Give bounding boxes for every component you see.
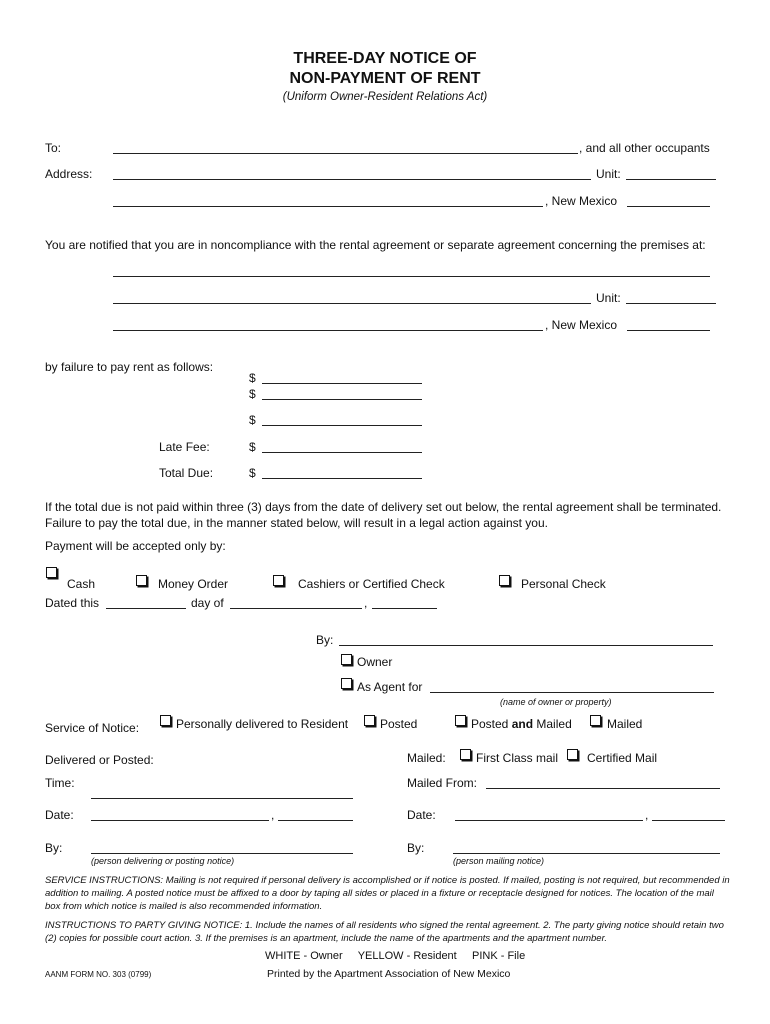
mailed-date-label: Date: xyxy=(407,808,436,822)
total-due-currency: $ xyxy=(249,466,256,480)
rent-currency-2: $ xyxy=(249,387,256,401)
payment-money-order-label: Money Order xyxy=(158,577,229,591)
signer-agent-for-field[interactable] xyxy=(430,692,714,693)
delivered-year-field[interactable] xyxy=(278,820,353,821)
payment-personal-check-checkbox[interactable] xyxy=(499,574,513,588)
payment-cashiers-check-label: Cashiers or Certified Check xyxy=(298,577,445,591)
delivered-by-note: (person delivering or posting notice) xyxy=(91,856,235,866)
late-fee-field[interactable] xyxy=(262,452,422,453)
dated-month-field[interactable] xyxy=(230,608,362,609)
rent-currency-1: $ xyxy=(249,371,256,385)
dated-year-field[interactable] xyxy=(372,608,437,609)
rent-amount-1-field[interactable] xyxy=(262,383,422,384)
to-name-field[interactable] xyxy=(113,153,578,154)
delivered-label: Delivered or Posted: xyxy=(45,753,154,767)
form-number: AANM FORM NO. 303 (0799) xyxy=(45,970,152,979)
printed-by: Printed by the Apartment Association of New Mexico xyxy=(267,968,511,980)
dated-day-field[interactable] xyxy=(106,608,186,609)
service-mailed-checkbox[interactable] xyxy=(590,714,604,728)
delivered-by-field[interactable] xyxy=(91,853,353,854)
total-due-field[interactable] xyxy=(262,478,422,479)
delivered-by-label: By: xyxy=(45,841,63,855)
mailed-by-label: By: xyxy=(407,841,425,855)
service-posted-checkbox[interactable] xyxy=(364,714,378,728)
form-subtitle: (Uniform Owner-Resident Relations Act) xyxy=(282,91,488,103)
rent-amount-2-field[interactable] xyxy=(262,399,422,400)
to-label: To: xyxy=(45,141,62,155)
address-state-suffix: , New Mexico xyxy=(545,194,618,208)
total-due-label: Total Due: xyxy=(159,466,214,480)
signer-agent-note: (name of owner or property) xyxy=(500,697,612,707)
delivered-date-field[interactable] xyxy=(91,820,269,821)
late-fee-currency: $ xyxy=(249,440,256,454)
form-title-line1: THREE-DAY NOTICE OF xyxy=(293,50,477,67)
premises-street-field[interactable] xyxy=(113,303,591,304)
payment-personal-check-label: Personal Check xyxy=(521,577,606,591)
signer-owner-label: Owner xyxy=(357,655,393,669)
address-zip-field[interactable] xyxy=(627,206,710,207)
service-personally-label: Personally delivered to Resident xyxy=(176,717,349,731)
payment-intro: Payment will be accepted only by: xyxy=(45,539,226,553)
premises-unit-field[interactable] xyxy=(626,303,716,304)
delivered-time-label: Time: xyxy=(45,776,75,790)
mailed-date-field[interactable] xyxy=(455,820,643,821)
mailed-from-field[interactable] xyxy=(486,788,720,789)
form-title-line2: NON-PAYMENT OF RENT xyxy=(289,70,481,87)
dated-day-of: day of xyxy=(191,596,224,610)
mailed-first-class-label: First Class mail xyxy=(476,751,559,765)
rent-currency-3: $ xyxy=(249,413,256,427)
mailed-certified-checkbox[interactable] xyxy=(567,748,581,762)
payment-cash-label: Cash xyxy=(67,577,96,591)
dated-prefix: Dated this xyxy=(45,596,100,610)
signer-agent-label: As Agent for xyxy=(357,680,423,694)
payment-cashiers-check-checkbox[interactable] xyxy=(273,574,287,588)
mailed-by-note: (person mailing notice) xyxy=(453,856,545,866)
service-posted-and-mailed-checkbox[interactable] xyxy=(455,714,469,728)
mailed-from-label: Mailed From: xyxy=(407,776,478,790)
service-posted-and-mailed-label: Posted and Mailed xyxy=(471,717,572,731)
terms-line1: If the total due is not paid within three (3) days from the date of delivery set out below, the rental agreement shall be terminated. xyxy=(45,500,722,514)
signer-agent-checkbox[interactable] xyxy=(341,677,355,691)
mailed-first-class-checkbox[interactable] xyxy=(460,748,474,762)
mailed-label: Mailed: xyxy=(407,751,446,765)
address-unit-field[interactable] xyxy=(626,179,716,180)
dated-comma: , xyxy=(364,596,368,610)
premises-state-suffix: , New Mexico xyxy=(545,318,618,332)
service-posted-label: Posted xyxy=(380,717,418,731)
rent-intro: by failure to pay rent as follows: xyxy=(45,360,214,374)
delivered-date-comma: , xyxy=(271,808,275,822)
address-street-field[interactable] xyxy=(113,179,591,180)
address-city-field[interactable] xyxy=(113,206,543,207)
premises-notice-text: You are notified that you are in noncompliance with the rental agreement or separate agreement concerning the premises at: xyxy=(45,238,706,252)
party-instructions: INSTRUCTIONS TO PARTY GIVING NOTICE: 1. Include the names of all residents who signed the rental agreement. 2. The party giving notice should retain two (2) copies for possible court action. 3. If the premises is an apartment, include the name of the apartments and the apartment number. xyxy=(45,920,724,944)
address-unit-label: Unit: xyxy=(596,167,621,181)
signer-signature-field[interactable] xyxy=(339,645,713,646)
mailed-certified-label: Certified Mail xyxy=(587,751,658,765)
rent-amount-3-field[interactable] xyxy=(262,425,422,426)
delivered-time-field[interactable] xyxy=(91,798,353,799)
signer-owner-checkbox[interactable] xyxy=(341,653,355,667)
mailed-year-field[interactable] xyxy=(652,820,725,821)
premises-unit-label: Unit: xyxy=(596,291,621,305)
service-mailed-label: Mailed xyxy=(607,717,643,731)
terms-line2: Failure to pay the total due, in the manner stated below, will result in a legal action against you. xyxy=(45,516,548,530)
premises-line1-field[interactable] xyxy=(113,276,710,277)
copy-distribution: WHITE - Owner YELLOW - Resident PINK - File xyxy=(265,950,526,962)
payment-money-order-checkbox[interactable] xyxy=(136,574,150,588)
to-suffix: , and all other occupants xyxy=(579,141,710,155)
mailed-by-field[interactable] xyxy=(453,853,720,854)
late-fee-label: Late Fee: xyxy=(159,440,210,454)
service-instructions: SERVICE INSTRUCTIONS: Mailing is not required if personal delivery is accomplished or if notice is posted. If mailed, posting is not required, but recommended in addition to mailing. A posted notice must be affixed to a door by taping all sides or placed in a fixture or receptacle designed for notices. The location of the mail box from which notice is mailed is also recommended information. xyxy=(45,875,730,912)
premises-city-field[interactable] xyxy=(113,330,543,331)
signer-by-label: By: xyxy=(316,633,334,647)
premises-zip-field[interactable] xyxy=(627,330,710,331)
mailed-date-comma: , xyxy=(645,808,649,822)
delivered-date-label: Date: xyxy=(45,808,74,822)
address-label: Address: xyxy=(45,167,93,181)
payment-cash-checkbox[interactable] xyxy=(46,566,60,580)
service-personally-checkbox[interactable] xyxy=(160,714,174,728)
service-label: Service of Notice: xyxy=(45,721,140,735)
